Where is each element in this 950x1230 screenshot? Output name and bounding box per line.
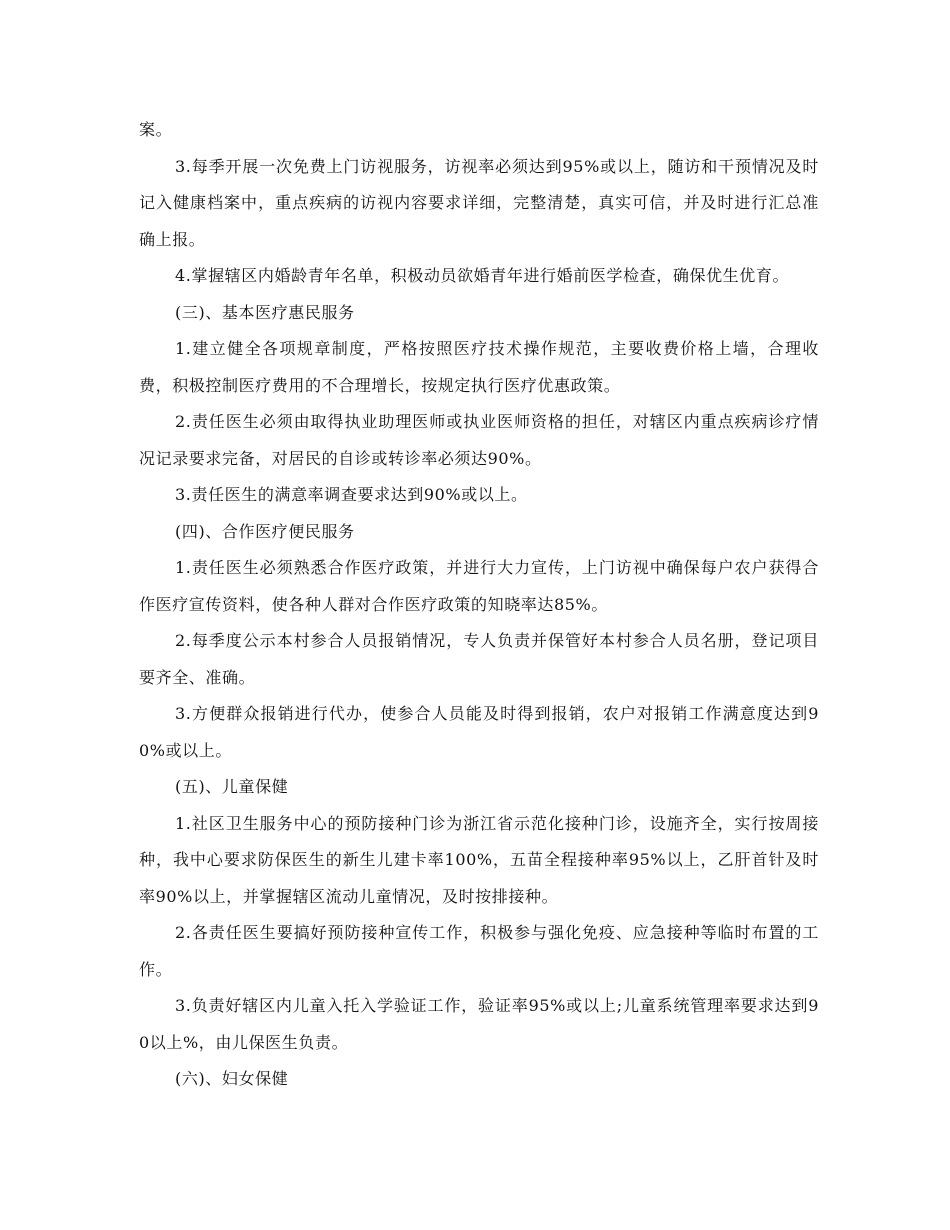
paragraph-cooperative-medical-3: 3.方便群众报销进行代办，使参合人员能及时得到报销，农户对报销工作满意度达到90%或以上。 [139,704,819,760]
paragraph-item-3-visit-service: 3.每季开展一次免费上门访视服务，访视率必须达到95%或以上，随访和干预情况及时记入健康档案中，重点疾病的访视内容要求详细，完整清楚，真实可信，并及时进行汇总准确上报。 [139,156,819,249]
section-heading-child-health: (五)、儿童保健 [175,777,289,796]
paragraph-continuation: 案。 [139,120,173,139]
paragraph-item-4-premarital-check: 4.掌握辖区内婚龄青年名单，积极动员欲婚青年进行婚前医学检查，确保优生优育。 [175,266,790,285]
paragraph-child-health-2: 2.各责任医生要搞好预防接种宣传工作，积极参与强化免疫、应急接种等临时布置的工作。 [139,923,819,979]
paragraph-cooperative-medical-1: 1.责任医生必须熟悉合作医疗政策，并进行大力宣传，上门访视中确保每户农户获得合作医疗宣传资料，使各种人群对合作医疗政策的知晓率达85%。 [139,558,819,614]
paragraph-basic-medical-1: 1.建立健全各项规章制度，严格按照医疗技术操作规范，主要收费价格上墙，合理收费，积极控制医疗费用的不合理增长，按规定执行医疗优惠政策。 [139,339,819,395]
paragraph-child-health-1: 1.社区卫生服务中心的预防接种门诊为浙江省示范化接种门诊，设施齐全，实行按周接种，我中心要求防保医生的新生儿建卡率100%，五苗全程接种率95%以上，乙肝首针及时率90%以上，并掌握辖区流动儿童情况，及时按排接种。 [139,813,819,906]
document-body [139,112,819,1098]
paragraph-child-health-3: 3.负责好辖区内儿童入托入学验证工作，验证率95%或以上;儿童系统管理率要求达到90以上%，由儿保医生负责。 [139,996,819,1052]
paragraph-basic-medical-2: 2.责任医生必须由取得执业助理医师或执业医师资格的担任，对辖区内重点疾病诊疗情况记录要求完备，对居民的自诊或转诊率必须达90%。 [139,412,819,468]
paragraph-cooperative-medical-2: 2.每季度公示本村参合人员报销情况，专人负责并保管好本村参合人员名册，登记项目要齐全、准确。 [139,631,819,687]
section-heading-basic-medical: (三)、基本医疗惠民服务 [175,302,355,322]
section-heading-cooperative-medical: (四)、合作医疗便民服务 [175,521,355,541]
section-heading-women-health: (六)、妇女保健 [175,1069,289,1088]
paragraph-basic-medical-3: 3.责任医生的满意率调查要求达到90%或以上。 [175,485,528,504]
